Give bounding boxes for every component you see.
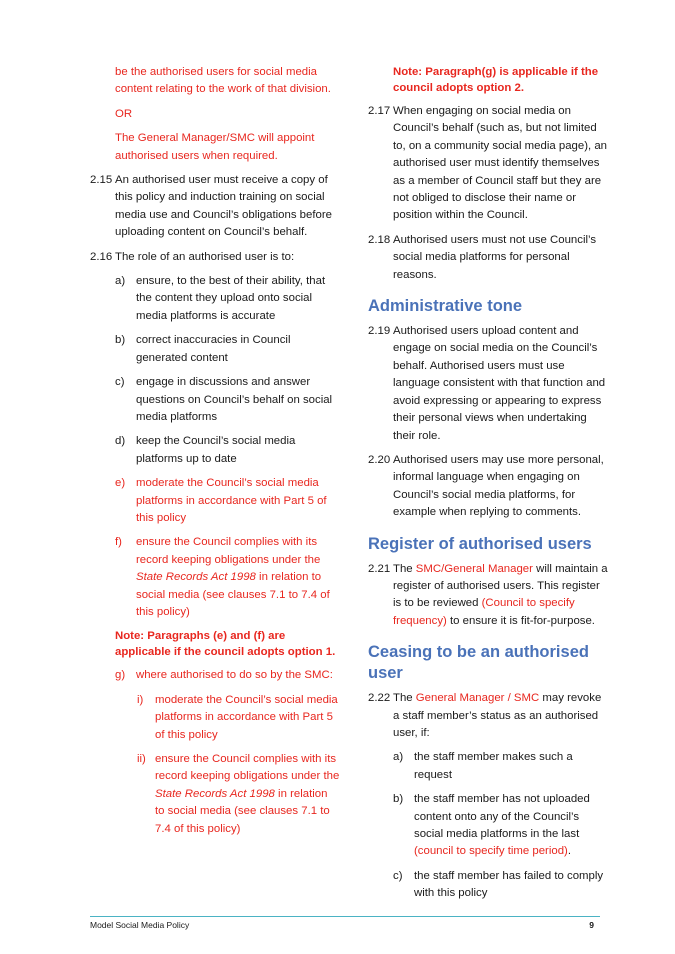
list-text: the staff member makes such a request — [414, 751, 573, 781]
clause-number: 2.20 — [368, 453, 391, 466]
clause-number: 2.17 — [368, 105, 391, 117]
intro-or: OR — [115, 107, 133, 120]
clause-text-end: to ensure it is fit-for-purpose. — [446, 614, 595, 627]
list-label: c) — [393, 869, 403, 882]
list-label: f) — [115, 536, 122, 549]
list-item-g — [90, 667, 340, 684]
list-item-g-ii — [90, 751, 340, 838]
list-text: the staff member has failed to comply with this policy — [414, 869, 604, 900]
list-text: correct inaccuracies in Council generated content — [136, 334, 291, 364]
placeholder-frequency: (Council to specify frequency) — [393, 597, 575, 627]
list-item-g-i — [90, 692, 340, 744]
placeholder-role: SMC/General Manager — [415, 562, 533, 575]
list-label: g) — [115, 669, 126, 682]
clause-2-22 — [368, 690, 608, 742]
list-text-end: . — [567, 845, 572, 858]
list-text: moderate the Council’s social media platforms in accordance with Part 5 of this policy — [155, 693, 338, 741]
page-number: 9 — [589, 920, 594, 930]
clause-number: 2.19 — [368, 325, 391, 338]
clause-text: The role of an authorised user is to: — [115, 250, 295, 263]
clause-2-19 — [368, 323, 608, 445]
note-option-2: Note: Paragraph(g) is applicable if the council adopts option 2. — [393, 66, 599, 94]
list-label: i) — [137, 693, 144, 706]
heading-ceasing: Ceasing to be an authorised user — [368, 643, 589, 683]
footer-doc-title: Model Social Media Policy — [90, 920, 190, 930]
intro-option-b: The General Manager/SMC will appoint authorised users when required. — [115, 132, 315, 162]
clause-number: 2.15 — [90, 174, 113, 187]
heading-administrative-tone: Administrative tone — [368, 297, 523, 316]
clause-number: 2.18 — [368, 233, 391, 246]
list-label: d) — [115, 435, 126, 448]
list-label: c) — [115, 376, 125, 389]
clause-text: An authorised user must receive a copy of this policy and induction training on social media use and Council’s obligations before uploading content on Council’s behalf. — [115, 174, 332, 239]
clause-number: 2.21 — [368, 562, 391, 575]
clause-text: Authorised users upload content and engage on social media on the Council’s behalf. Authorised users must use language consistent with that function and avoid expressing or appearing to express their personal views when undertaking their role. — [393, 325, 606, 442]
clause-text: Authorised users must not use Council’s social media platforms for personal reasons. — [393, 233, 597, 281]
list-text: the staff member has not uploaded content onto any of the Council’s social media platforms in the last — [414, 793, 590, 840]
clause-number: 2.22 — [368, 692, 391, 705]
left-column — [90, 64, 340, 845]
list-text: ensure the Council complies with its record keeping obligations under the — [155, 753, 340, 783]
list-label: b) — [115, 334, 126, 347]
clause-number: 2.16 — [90, 250, 113, 263]
list-text: moderate the Council’s social media platforms in accordance with Part 5 of this policy — [136, 477, 327, 524]
clause-text: The — [393, 562, 416, 575]
revoke-item-a — [368, 749, 608, 784]
clause-2-15 — [90, 172, 340, 242]
clause-text: The — [393, 692, 416, 705]
clause-text: Authorised users may use more personal, informal language when engaging on Council’s social media platforms, for example when replying to comments. — [393, 453, 604, 519]
list-text: ensure, to the best of their ability, that the content they upload onto social media platforms is accurate — [136, 275, 326, 322]
clause-text: When engaging on social media on Council’s behalf (such as, but not limited to, on a community social media page), an authorised user must identify themselves as a member of Council staff but they are not obliged to disclose their name or position within the Council. — [393, 105, 608, 222]
revoke-item-b — [368, 791, 608, 861]
list-text: engage in discussions and answer questions on Council’s behalf on social media platforms — [136, 376, 333, 423]
list-text-cont: in relation to social media (see clauses 7.1 to 7.4 of this policy) — [155, 787, 330, 835]
list-item-d — [90, 433, 340, 468]
list-text-cont: in relation to social media (see clauses 7.1 to 7.4 of this policy) — [136, 571, 330, 618]
list-item-f — [90, 534, 340, 621]
list-label: a) — [115, 275, 126, 288]
placeholder-time-period: (council to specify time period) — [414, 845, 568, 858]
list-label: e) — [115, 477, 126, 490]
list-text: ensure the Council complies with its record keeping obligations under the — [136, 536, 321, 566]
act-title: State Records Act 1998 — [155, 787, 275, 800]
list-label: ii) — [137, 753, 146, 765]
revoke-item-c — [368, 868, 608, 903]
list-label: a) — [393, 751, 404, 764]
list-text: where authorised to do so by the SMC: — [136, 669, 333, 682]
footer-rule — [90, 916, 600, 917]
placeholder-role: General Manager / SMC — [415, 692, 540, 705]
clause-2-18 — [368, 232, 608, 284]
list-item-c — [90, 374, 340, 426]
intro-option-a: be the authorised users for social media content relating to the work of that division. — [115, 66, 331, 96]
list-item-e — [90, 475, 340, 527]
list-label: b) — [393, 793, 404, 806]
list-item-b — [90, 332, 340, 367]
list-text: keep the Council’s social media platforms up to date — [136, 435, 296, 465]
clause-2-17 — [368, 103, 608, 225]
right-column — [368, 64, 608, 910]
note-option-1: Note: Paragraphs (e) and (f) are applicable if the council adopts option 1. — [115, 630, 336, 659]
clause-2-21 — [368, 561, 608, 631]
clause-text-cont: may revoke a staff member’s status as an authorised user, if: — [393, 692, 602, 739]
act-title: State Records Act 1998 — [136, 571, 256, 584]
list-item-a — [90, 273, 340, 325]
clause-text-cont: will maintain a register of authorised users. This register is to be reviewed — [393, 562, 608, 610]
clause-2-16 — [90, 249, 340, 266]
heading-register: Register of authorised users — [368, 534, 592, 553]
clause-2-20 — [368, 452, 608, 522]
